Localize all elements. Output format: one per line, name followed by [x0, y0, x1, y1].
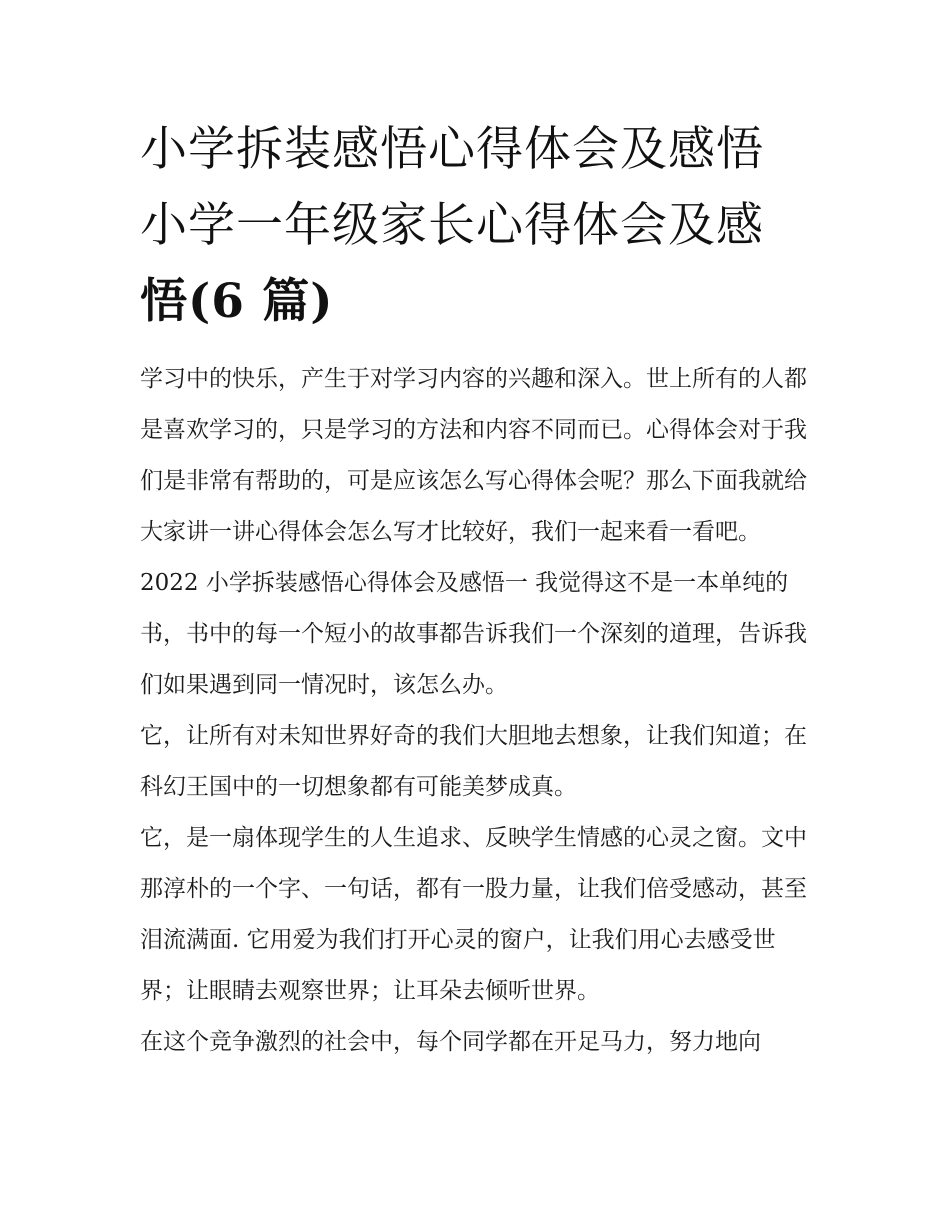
body-paragraph-4: 在这个竞争激烈的社会中，每个同学都在开足马力，努力地向 — [140, 1029, 761, 1055]
body-paragraph-1: 2022 小学拆装感悟心得体会及感悟一 我觉得这不是一本单纯的书，书中的每一个短小的故事都告诉我们一个深刻的道理，告诉我们如果遇到同一情况时，该怎么办。 — [140, 570, 807, 698]
body-paragraph-2: 它，让所有对未知世界好奇的我们大胆地去想象，让我们知道；在科幻王国中的一切想象都有可能美梦成真。 — [140, 723, 807, 800]
title-line-3: 悟(6 篇) — [140, 274, 334, 329]
title-line-1: 小学拆装感悟心得体会及感悟 — [140, 122, 764, 177]
intro-paragraph: 学习中的快乐，产生于对学习内容的兴趣和深入。世上所有的人都是喜欢学习的，只是学习的方法和内容不同而已。心得体会对于我们是非常有帮助的，可是应该怎么写心得体会呢？那么下面我就给大家讲一讲心得体会怎么写才比较好，我们一起来看一看吧。 — [140, 366, 807, 545]
document-title — [140, 112, 812, 340]
title-line-2: 小学一年级家长心得体会及感 — [140, 198, 764, 253]
document-page — [140, 112, 812, 1068]
body-paragraph-3: 它，是一扇体现学生的人生追求、反映学生情感的心灵之窗。文中那淳朴的一个字、一句话，都有一股力量，让我们倍受感动，甚至泪流满面. 它用爱为我们打开心灵的窗户，让我们用心去感受世界；让眼睛去观察世界；让耳朵去倾听世界。 — [140, 825, 807, 1004]
